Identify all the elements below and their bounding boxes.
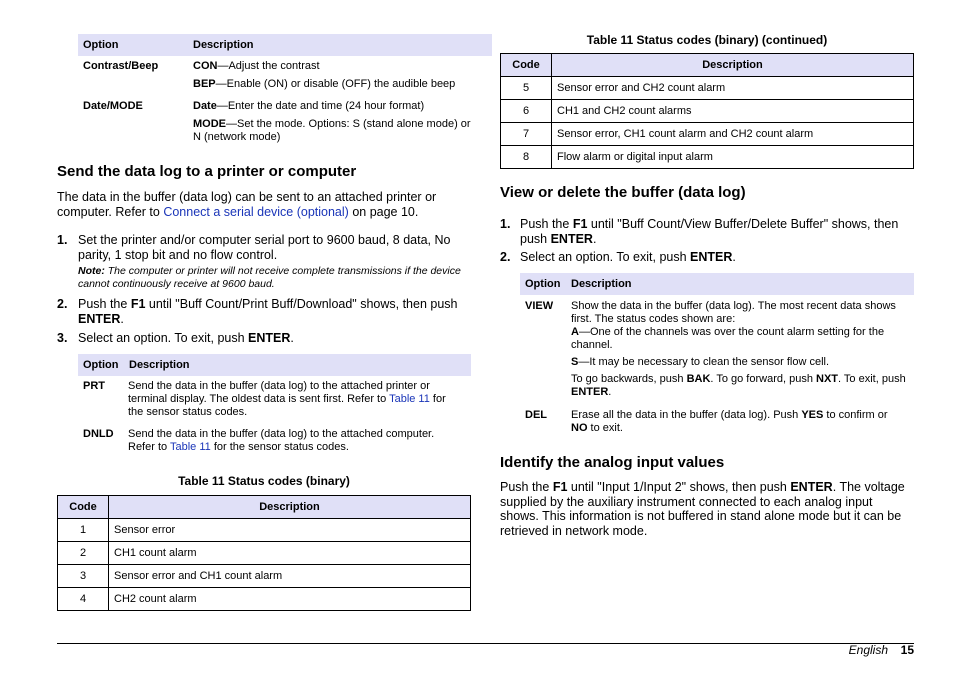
table-header-row — [501, 54, 914, 77]
column-header-description: Description — [193, 39, 254, 51]
desc-view-navigation: To go backwards, push BAK. To go forward, push NXT. To exit, push ENTER. — [571, 373, 906, 398]
page-number: 15 — [900, 643, 914, 657]
step-number: 2. — [57, 297, 68, 311]
table-row: 2 CH1 count alarm — [58, 542, 471, 565]
send-step-3: Select an option. To exit, push ENTER. — [78, 331, 294, 345]
view-step-1: Push the F1 until "Buff Count/View Buffer/Delete Buffer" shows, then push ENTER. — [520, 217, 899, 246]
table-11-continued-caption: Table 11 Status codes (binary) (continued) — [586, 33, 828, 47]
table-11-caption: Table 11 Status codes (binary) — [178, 474, 350, 488]
view-step-2: Select an option. To exit, push ENTER. — [520, 250, 736, 264]
heading-view-delete-buffer: View or delete the buffer (data log) — [500, 184, 746, 201]
status-codes-table — [57, 495, 471, 611]
option-date-mode: Date/MODE — [83, 100, 143, 112]
footer-language: English — [848, 643, 888, 657]
desc-view-s: S—It may be necessary to clean the sensor flow cell. — [571, 356, 830, 368]
table-row: 5 Sensor error and CH2 count alarm — [501, 77, 914, 100]
step-number: 3. — [57, 331, 68, 345]
column-header-description: Description — [571, 278, 632, 290]
column-header-description: Description — [129, 359, 190, 371]
desc-prt: Send the data in the buffer (data log) to the attached printer or terminal display. The oldest data is sent first. Refer to Table 11 for the sensor status codes. — [128, 380, 446, 418]
column-header-description: Description — [109, 496, 471, 519]
option-view: VIEW — [525, 300, 554, 312]
table-row: 3 Sensor error and CH1 count alarm — [58, 565, 471, 588]
column-header-option: Option — [83, 39, 119, 51]
column-header-option: Option — [525, 278, 561, 290]
step-number: 1. — [57, 233, 68, 247]
send-step-1: Set the printer and/or computer serial port to 9600 baud, 8 data, No parity, 1 stop bit and no flow control. — [78, 233, 451, 262]
heading-analog-input-values: Identify the analog input values — [500, 454, 725, 471]
table-row: 1 Sensor error — [58, 519, 471, 542]
view-options-table-header — [520, 273, 914, 295]
table-header-row — [58, 496, 471, 519]
option-prt: PRT — [83, 380, 105, 392]
link-connect-serial-device[interactable]: Connect a serial device (optional) — [163, 204, 349, 219]
column-header-code: Code — [58, 496, 109, 519]
desc-date: Date—Enter the date and time (24 hour format) — [193, 100, 425, 112]
analog-paragraph: Push the F1 until "Input 1/Input 2" shows, then push ENTER. The voltage supplied by the auxiliary instrument connected to each analog input shows. This information is not buffered in stand alone mode but it can be retrieved in network mode. — [500, 480, 905, 538]
table-row: 8 Flow alarm or digital input alarm — [501, 146, 914, 169]
table-row: 6 CH1 and CH2 count alarms — [501, 100, 914, 123]
column-header-code: Code — [501, 54, 552, 77]
send-intro-paragraph: The data in the buffer (data log) can be sent to an attached printer or computer. Refer to Connect a serial device (optional) on page 10. — [57, 190, 437, 219]
column-header-option: Option — [83, 359, 119, 371]
desc-dnld: Send the data in the buffer (data log) to the attached computer. Refer to Table 11 for the sensor status codes. — [128, 428, 435, 453]
option-del: DEL — [525, 409, 547, 421]
desc-view: Show the data in the buffer (data log). The most recent data shows first. The status codes shown are: A—One of the channels was over the count alarm setting for the channel. — [571, 300, 896, 351]
table-header-row — [520, 273, 914, 295]
send-note: Note: The computer or printer will not receive complete transmissions if the device cannot continuously receive at 9600 baud. — [78, 265, 461, 290]
table-row: 7 Sensor error, CH1 count alarm and CH2 count alarm — [501, 123, 914, 146]
desc-bep: BEP—Enable (ON) or disable (OFF) the audible beep — [193, 78, 456, 90]
link-table-11[interactable]: Table 11 — [170, 441, 211, 453]
table-row: 4 CH2 count alarm — [58, 588, 471, 611]
heading-send-data-log: Send the data log to a printer or computer — [57, 163, 357, 180]
column-header-description: Description — [552, 54, 914, 77]
status-codes-table-continued — [500, 53, 914, 169]
send-options-table-header — [78, 354, 471, 376]
desc-del: Erase all the data in the buffer (data log). Push YES to confirm or NO to exit. — [571, 409, 888, 434]
desc-con: CON—Adjust the contrast — [193, 60, 320, 72]
step-number: 1. — [500, 217, 511, 231]
send-step-2: Push the F1 until "Buff Count/Print Buff/Download" shows, then push ENTER. — [78, 297, 458, 326]
step-number: 2. — [500, 250, 511, 264]
link-table-11[interactable]: Table 11 — [389, 393, 430, 405]
option-dnld: DNLD — [83, 428, 114, 440]
footer-divider — [57, 643, 914, 644]
desc-mode: MODE—Set the mode. Options: S (stand alone mode) or N (network mode) — [193, 118, 471, 143]
table-header-row — [78, 354, 471, 376]
option-contrast-beep: Contrast/Beep — [83, 60, 159, 72]
contrast-date-options-table — [78, 34, 492, 56]
table-header-row — [78, 34, 492, 56]
